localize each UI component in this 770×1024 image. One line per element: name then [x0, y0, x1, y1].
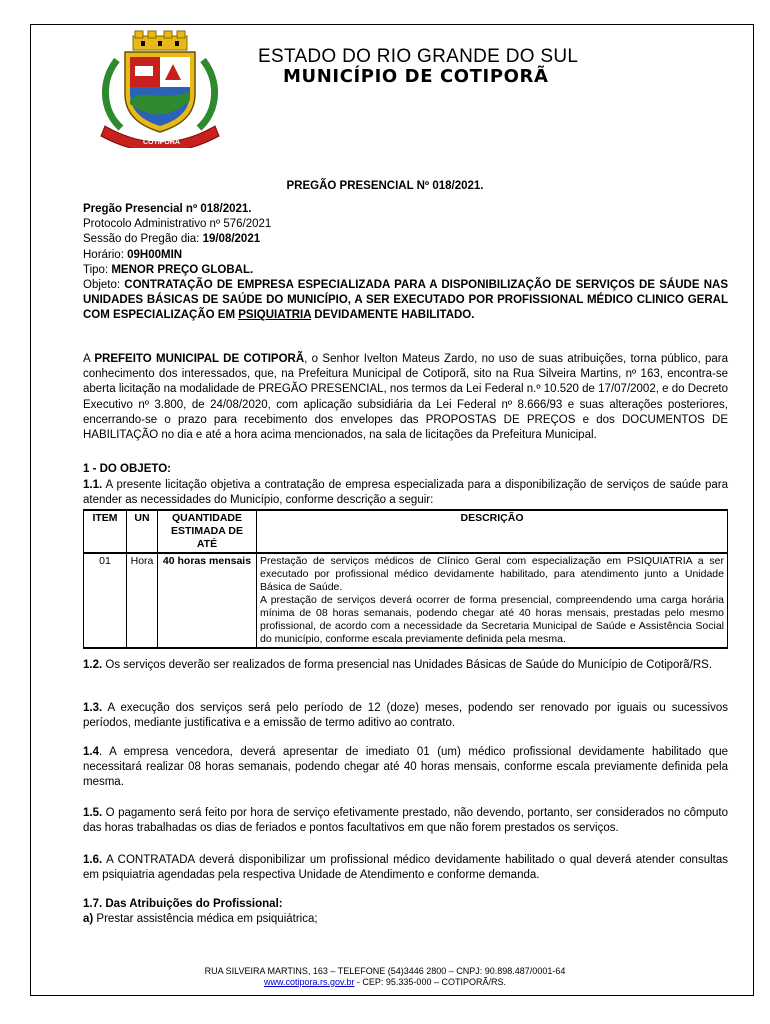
desc-paragraph-2: A prestação de serviços deverá ocorrer de forma presencial, compreendendo uma carga horária mínima de 08 horas semanais, podendo chegar até 40 horas mensais, prestadas pelo mesmo profissional, de acordo com a necessidade da Secretaria Municipal de Saúde e Assistência Social do município, conforme escala previamente definida pela mesma.: [260, 594, 724, 645]
p17a-text: Prestar assistência médica em psiquiátrica;: [93, 913, 318, 925]
page-footer: [0, 966, 770, 988]
p16-text: A CONTRATADA deverá disponibilizar um profissional médico devidamente habilitado o qual deverá atender consultas em psiquiatria agendadas pela respectiva Unidade de Atendimento e conforme demanda.: [83, 854, 728, 882]
p12-num: 1.2.: [83, 659, 103, 671]
p17-heading: 1.7. Das Atribuições do Profissional:: [83, 898, 283, 910]
meta-horario-value: 09H00MIN: [127, 248, 183, 261]
p13-text: A execução dos serviços será pelo período de 12 (doze) meses, podendo ser renovado por iguais ou sucessivos períodos, mediante justificativa e a emissão de termo aditivo ao contrato.: [83, 702, 728, 730]
cell-desc: [257, 553, 728, 648]
header-municipality: MUNICÍPIO DE COTIPORÃ: [283, 66, 549, 87]
p17a-label: a): [83, 913, 94, 925]
meta-tipo-label: Tipo:: [83, 263, 112, 276]
intro-paragraph: [83, 352, 728, 443]
meta-pregao: Pregão Presencial nº 018/2021.: [83, 203, 252, 215]
meta-objeto: [83, 278, 728, 324]
p14-text: . A empresa vencedora, deverá apresentar de imediato 01 (um) médico profissional devidamente habilitado que necessitará realizar 08 horas semanais, podendo chegar até 40 horas mensais, conforme escala previamente definida pela mesma.: [83, 746, 728, 789]
items-table: [83, 509, 728, 649]
intro-prefix: A: [83, 353, 95, 365]
paragraph-1-4: [83, 745, 728, 791]
section-1-heading: [83, 462, 728, 477]
intro-authority: PREFEITO MUNICIPAL DE COTIPORÃ: [94, 353, 305, 365]
cell-un: Hora: [127, 553, 158, 648]
paragraph-1-2: [83, 658, 728, 673]
p15-num: 1.5.: [83, 807, 103, 819]
objeto-specialty: PSIQUIATRIA: [238, 309, 312, 322]
crest-ribbon-right-date: 1963: [187, 129, 201, 135]
p16-num: 1.6.: [83, 854, 103, 866]
p12-text: Os serviços deverão ser realizados de forma presencial nas Unidades Básicas de Saúde do Município de Cotiporã/RS.: [102, 659, 713, 671]
footer-address: RUA SILVEIRA MARTINS, 163 – TELEFONE (54)3446 2800 – CNPJ: 90.898.487/0001-64: [204, 966, 566, 976]
table-row: [84, 553, 728, 648]
col-desc: DESCRIÇÃO: [257, 510, 728, 553]
meta-sessao-value: 19/08/2021: [202, 233, 261, 246]
meta-protocolo: Protocolo Administrativo nº 576/2021: [83, 218, 272, 231]
table-header-row: [84, 510, 728, 553]
col-qty: QUANTIDADE ESTIMADA DE ATÉ: [158, 510, 257, 553]
paragraph-1-6: [83, 853, 728, 883]
footer-website-link[interactable]: www.cotipora.rs.gov.br: [264, 977, 355, 987]
document-title: PREGÃO PRESENCIAL Nº 018/2021.: [286, 180, 484, 192]
section-1-title: 1 - DO OBJETO:: [83, 463, 171, 475]
objeto-label: Objeto:: [83, 279, 125, 291]
footer-cep: - CEP: 95.335-000 – COTIPORÃ/RS.: [354, 977, 506, 987]
p14-num: 1.4: [83, 746, 99, 758]
paragraph-1-3: [83, 701, 728, 731]
crest-ribbon-left-date: 17-03: [119, 129, 135, 135]
col-item: ITEM: [84, 510, 127, 553]
paragraph-1-7-a: [83, 912, 728, 927]
meta-horario-label: Horário:: [83, 248, 128, 261]
paragraph-1-5: [83, 806, 728, 836]
notice-meta: [83, 202, 728, 278]
p15-text: O pagamento será feito por hora de serviço efetivamente prestado, não devendo, portanto, ser considerados no cômputo das horas trabalhadas os dias de feriados e pontos facultativos em que não forem prestados os serviços.: [83, 807, 728, 835]
cell-qty: 40 horas mensais: [158, 553, 257, 648]
p11-text: A presente licitação objetiva a contratação de empresa especializada para a disponibilização de serviços de saúde para atender as necessidades do Município, conforme descrição a seguir:: [83, 479, 728, 507]
cell-item: 01: [84, 553, 127, 648]
paragraph-1-1: [83, 478, 728, 508]
p11-num: 1.1.: [83, 479, 103, 491]
municipal-coat-of-arms: [95, 30, 225, 148]
objeto-text-end: DEVIDAMENTE HABILITADO.: [311, 309, 475, 322]
col-un: UN: [127, 510, 158, 553]
objeto-text: CONTRATAÇÃO DE EMPRESA ESPECIALIZADA PARA A DISPONIBILIZAÇÃO DE SERVIÇOS DE SÁUDE NAS UNIDADES BÁSICAS DE SAÚDE DO MUNICÍPIO, A SER EXECUTADO POR PROFISSIONAL MÉDICO CLINICO GERAL COM ESPECIALIZAÇÃO EM: [83, 279, 728, 322]
meta-sessao-label: Sessão do Pregão dia:: [83, 233, 203, 246]
desc-paragraph-1: Prestação de serviços médicos de Clínico Geral com especialização em PSIQUIATRIA a ser executado por profissional médico devidamente habilitado, para atendimento junto a Unidade Básica de Saúde.: [260, 555, 724, 593]
meta-tipo-value: MENOR PREÇO GLOBAL.: [111, 263, 254, 276]
p13-num: 1.3.: [83, 702, 103, 714]
intro-text: , o Senhor Ivelton Mateus Zardo, no uso de suas atribuições, torna público, para conhecimento dos interessados, que, na Prefeitura Municipal de Cotiporã, sito na Rua Silveira Martins, nº 163, encontra-se aberta licitação na modalidade de PREGÃO PRESENCIAL, nos termos da Lei Federal n.º 10.520 de 17/07/2002, e do Decreto Executivo nº 3.800, de 24/08/2020, com aplicação subsidiária da Lei Federal nº 8.666/93 e suas alterações posteriores, encerrando-se o prazo para recebimento dos envelopes das PROPOSTAS DE PREÇOS e dos DOCUMENTOS DE HABILITAÇÃO no dia e até a hora acima mencionados, na sala de licitações da Prefeitura Municipal.: [83, 353, 728, 442]
crest-ribbon-name: COTIPORÃ: [143, 139, 180, 146]
header-state: ESTADO DO RIO GRANDE DO SUL: [258, 46, 579, 67]
paragraph-1-7-heading: [83, 897, 728, 912]
